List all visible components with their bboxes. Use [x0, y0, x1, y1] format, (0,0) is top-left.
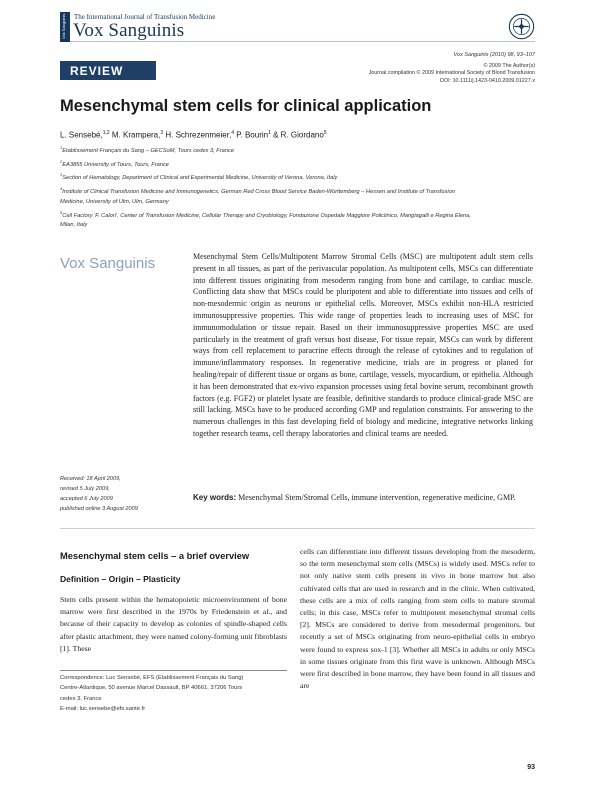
affiliation: $^1$Etablissement Français du Sang – GECSoM, Tours cedex 3, France: [60, 145, 234, 154]
published-date: published online 3 August 2009: [60, 506, 138, 513]
correspondence-line: cedex 3, France: [60, 695, 102, 702]
body-column-left: Stem cells present within the hematopoietic microenvironment of bone marrow were first described in the 1970s by Friedenstein et al., and because of their capacity to develop as colonies of spindle-shaped cells after plastic attachment, they were named colony-forming unit fibroblasts [1]. These: [60, 595, 287, 653]
abstract-text: Mesenchymal Stem Cells/Multipotent Marrow Stromal Cells (MSC) are multipotent adult stem cells present in all tissues, as part of the perivascular population. As multipotent cells, MSCs can differentiate into different tissues originating from mesoderm ranging from bone and cartilage, to cardiac muscle. Conflicting data show that MSCs could be pluripotent and able to differentiate into tissues and cells of non-mesodermic origin as neurons or epithelial cells. Moreover, MSCs exhibit non-HLA restricted immunosuppressive properties. This wide range of properties leads to increasing uses of MSC for immunomodulation or tissue repair. Based on their immunosuppressive properties MSC are used particularly in the treatment of graft versus host disease, For tissue repair, MSCs can work by different ways from cell replacement to paracrine effects through the release of cytokines and to regulation of immune/inflammatory responses. In regenerative medicine, trials are in progress or planed for healing/repair of different tissue or organs as bone, cartilage, vessels, myocardium, or epithelia. Although it has been demonstrated that ex-vivo expansion processes using fetal bovine serum, recombinant growth factors (e.g. FGF2) or platelet lysate are feasible, definitive standards to produce clinical-grade MSC are still lacking. MSCs have to be produced according GMP and regulation constraints. For answering to the numerous challenges in this fast developing field of biology and medicine, integrative networks linking together research teams, cell therapy laboratories and clinical teams are needed.: [193, 252, 533, 438]
copyright-line: © 2009 The Author(s): [483, 63, 535, 69]
keywords-label: Key words:: [193, 493, 237, 502]
abstract-divider: [60, 528, 535, 529]
author-list: [60, 130, 327, 140]
page-number: 93: [527, 764, 535, 771]
correspondence-line: Centre-Atlantique, 50 avenue Marcel Dassault, BP 40661, 37206 Tours: [60, 685, 243, 692]
affiliation: $^2$EA3855 University of Tours, Tours, France: [60, 158, 169, 168]
keywords-text: Mesenchymal Stem/Stromal Cells, immune intervention, regenerative medicine, GMP.: [238, 493, 516, 502]
author-affil-mark: 1: [268, 130, 271, 136]
author-affil-mark: 5: [323, 130, 327, 136]
subsection-heading: Definition – Origin – Plasticity: [60, 574, 181, 584]
doi-line: DOI: 10.1111/j.1423-0410.2009.01227.x: [439, 77, 535, 84]
author-name: H. Schrezenmeier,: [165, 130, 232, 140]
author-affil-mark: 4: [231, 130, 234, 136]
affiliation: $^4$Institute of Clinical Transfusion Medicine and Immunogenetics, German Red Cross Blood Service Baden-Württemberg – Hessen and Institute of Transfusion Medicine, University of Ulm, Ulm, Germany: [60, 186, 455, 205]
affiliation-list: [60, 143, 480, 231]
journal-name: Vox Sanguinis: [73, 20, 185, 41]
society-seal-icon: [508, 13, 535, 40]
correspondence-email: E-mail: luc.sensebe@efs.sante.fr: [60, 705, 146, 712]
journal-citation: Vox Sanguinis (2010) 98, 93–107: [453, 52, 535, 58]
copyright-block: [369, 63, 535, 85]
article-dates: [60, 474, 138, 514]
author-name: & R. Giordano: [273, 130, 324, 140]
keywords: [193, 492, 533, 504]
section-heading: Mesenchymal stem cells – a brief overview: [60, 551, 250, 561]
affiliation: $^5$Cell Factory 'F. Calori', Center of Transfusion Medicine, Cellular Therapy and Cryobiology, Fondazione Ospedale Maggiore Policlinico, Mangiagalli e Regina Elena, Milan, Italy: [60, 209, 471, 229]
article-type-label: REVIEW: [70, 64, 124, 78]
accepted-date: accepted 6 July 2009: [60, 496, 113, 503]
affiliation: $^3$Section of Hematology, Department of Clinical and Experimental Medicine, University of Verona, Verona, Italy: [60, 172, 338, 182]
side-tab-text: Vox Sanguinis: [61, 13, 66, 39]
correspondence-footnote: [60, 670, 287, 714]
article-title: Mesenchymal stem cells for clinical application: [60, 97, 432, 115]
article-type-band: [60, 61, 156, 80]
author-affil-mark: 1,2: [102, 130, 110, 136]
correspondence-line: Correspondence: Luc Sensebé, EFS (Etablissement Français du Sang): [60, 675, 244, 681]
copyright-line: Journal compilation © 2009 International Society of Blood Transfusion: [368, 70, 535, 77]
received-date: Received: 18 April 2009,: [60, 476, 121, 482]
journal-masthead: [60, 12, 535, 42]
author-name: M. Krampera,: [111, 130, 161, 140]
body-column-right: cells can differentiate into different tissues developing from the mesoderm, so the term mesenchymal stem cells (MSCs) is widely used. MSCs refer to not only native stem cells present in vivo in bone marrow but also cultivated cells that are used in research and in the clinic. When cultivated, these cells are a mix of cells ranging from stem cells to mature stromal cells; in this case, MSCs refer to multipotent mesenchymal stromal cells [2]. MSCs are considered to derive from mesodermal progenitors, but recently a set of MSCs originating from neuro-epithelial cells in embryo were found to express sox-1 [3]. Whether all MSCs in adults or only MSCs in some tissues originate from this first wave is unknown. Although MSCs were first described in bone marrow, they have been found in all tissues and are: [300, 547, 535, 691]
revised-date: revised 5 July 2009,: [60, 486, 110, 493]
masthead-side-tab: [60, 12, 70, 42]
journal-subtitle: The International Journal of Transfusion Medicine: [74, 13, 216, 21]
author-affil-mark: 3: [160, 130, 164, 136]
abstract-journal-logo: Vox Sanguinis: [60, 255, 156, 272]
author-name: P. Bourin: [236, 130, 269, 140]
author-name: L. Sensebé,: [60, 130, 103, 140]
